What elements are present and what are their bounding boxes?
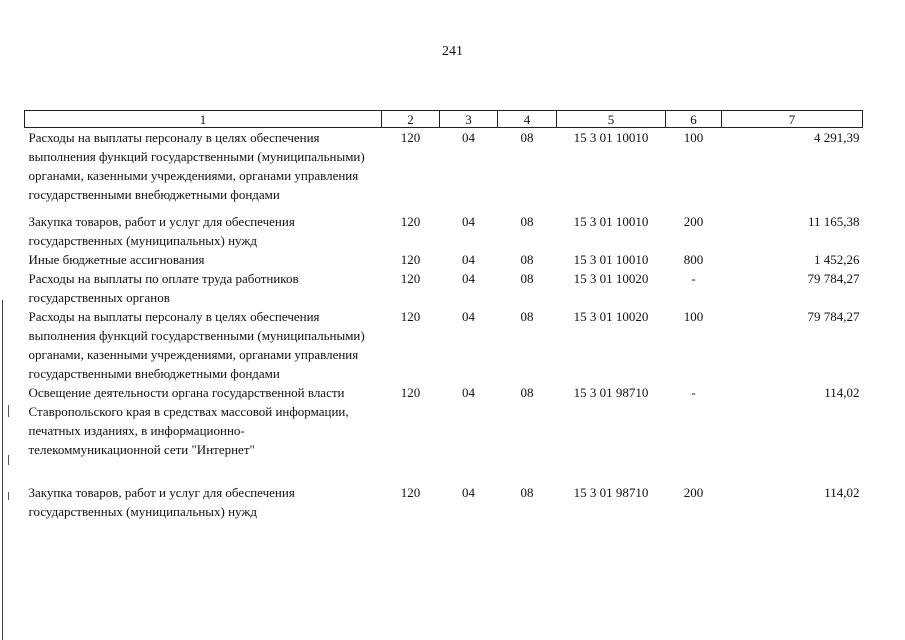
row-col-5: 15 3 01 10020	[573, 271, 649, 286]
row-col-2: 120	[400, 214, 421, 229]
row-col-2: 120	[400, 485, 421, 500]
row-col-2: 120	[400, 130, 421, 145]
row-amount: 79 784,27	[807, 271, 860, 286]
scan-mark	[8, 492, 9, 500]
scan-edge-line	[2, 300, 3, 640]
table-row	[25, 250, 863, 269]
row-col-3: 04	[462, 130, 475, 145]
table-row	[25, 383, 863, 483]
row-col-5: 15 3 01 10020	[573, 309, 649, 324]
row-amount: 4 291,39	[814, 130, 860, 145]
row-col-4: 08	[520, 130, 534, 145]
row-col-6: 200	[683, 485, 704, 500]
row-col-2: 120	[400, 271, 421, 286]
table-row	[25, 269, 863, 307]
row-amount: 114,02	[824, 385, 860, 400]
row-col-4: 08	[520, 385, 534, 400]
row-col-4: 08	[520, 309, 534, 324]
table-row	[25, 307, 863, 383]
row-col-4: 08	[520, 252, 534, 267]
row-col-2: 120	[400, 252, 421, 267]
row-col-3: 04	[462, 485, 475, 500]
row-col-5: 15 3 01 10010	[573, 214, 649, 229]
row-description: Закупка товаров, работ и услуг для обеспечения государственных (муниципальных) нужд	[28, 485, 295, 519]
row-description: Расходы на выплаты персоналу в целях обеспечения выполнения функций государственными (муниципальными) органами, казенными учреждениями, органами управления государственными внебюджетными фондами	[28, 130, 365, 202]
table-row	[25, 128, 863, 213]
table-row	[25, 212, 863, 250]
scan-mark	[8, 455, 9, 465]
row-col-6: -	[691, 385, 696, 400]
row-col-4: 08	[520, 271, 534, 286]
page-number: 241	[442, 44, 463, 59]
row-col-5: 15 3 01 10010	[573, 252, 649, 267]
row-amount: 114,02	[824, 485, 860, 500]
budget-table	[24, 110, 863, 521]
row-col-3: 04	[462, 214, 475, 229]
row-col-6: 200	[683, 214, 704, 229]
row-description: Освещение деятельности органа государственной власти Ставропольского края в средствах массовой информации, печатных изданиях, в информационно-телекоммуникационной сети "Интернет"	[28, 385, 349, 457]
row-amount: 1 452,26	[814, 252, 860, 267]
header-col-6: 6	[666, 111, 722, 128]
row-col-3: 04	[462, 309, 475, 324]
row-col-5: 15 3 01 98710	[573, 385, 649, 400]
row-description: Закупка товаров, работ и услуг для обеспечения государственных (муниципальных) нужд	[28, 214, 295, 248]
header-row	[25, 111, 863, 128]
header-col-2: 2	[382, 111, 440, 128]
row-description: Расходы на выплаты персоналу в целях обеспечения выполнения функций государственными (муниципальными) органами, казенными учреждениями, органами управления государственными внебюджетными фондами	[28, 309, 365, 381]
row-col-6: 800	[683, 252, 704, 267]
row-col-2: 120	[400, 309, 421, 324]
row-col-3: 04	[462, 271, 475, 286]
row-amount: 11 165,38	[807, 214, 860, 229]
header-col-5: 5	[557, 111, 666, 128]
header-col-1: 1	[25, 111, 382, 128]
table-row	[25, 483, 863, 521]
row-col-3: 04	[462, 385, 475, 400]
row-col-6: -	[691, 271, 696, 286]
row-description: Иные бюджетные ассигнования	[28, 252, 205, 267]
row-col-2: 120	[400, 385, 421, 400]
row-amount: 79 784,27	[807, 309, 860, 324]
row-col-3: 04	[462, 252, 475, 267]
row-col-5: 15 3 01 98710	[573, 485, 649, 500]
row-col-4: 08	[520, 214, 534, 229]
header-col-3: 3	[440, 111, 498, 128]
header-col-7: 7	[722, 111, 863, 128]
row-col-4: 08	[520, 485, 534, 500]
row-col-5: 15 3 01 10010	[573, 130, 649, 145]
row-description: Расходы на выплаты по оплате труда работников государственных органов	[28, 271, 299, 305]
header-col-4: 4	[498, 111, 557, 128]
scan-mark	[8, 405, 9, 417]
row-col-6: 100	[683, 130, 704, 145]
row-col-6: 100	[683, 309, 704, 324]
